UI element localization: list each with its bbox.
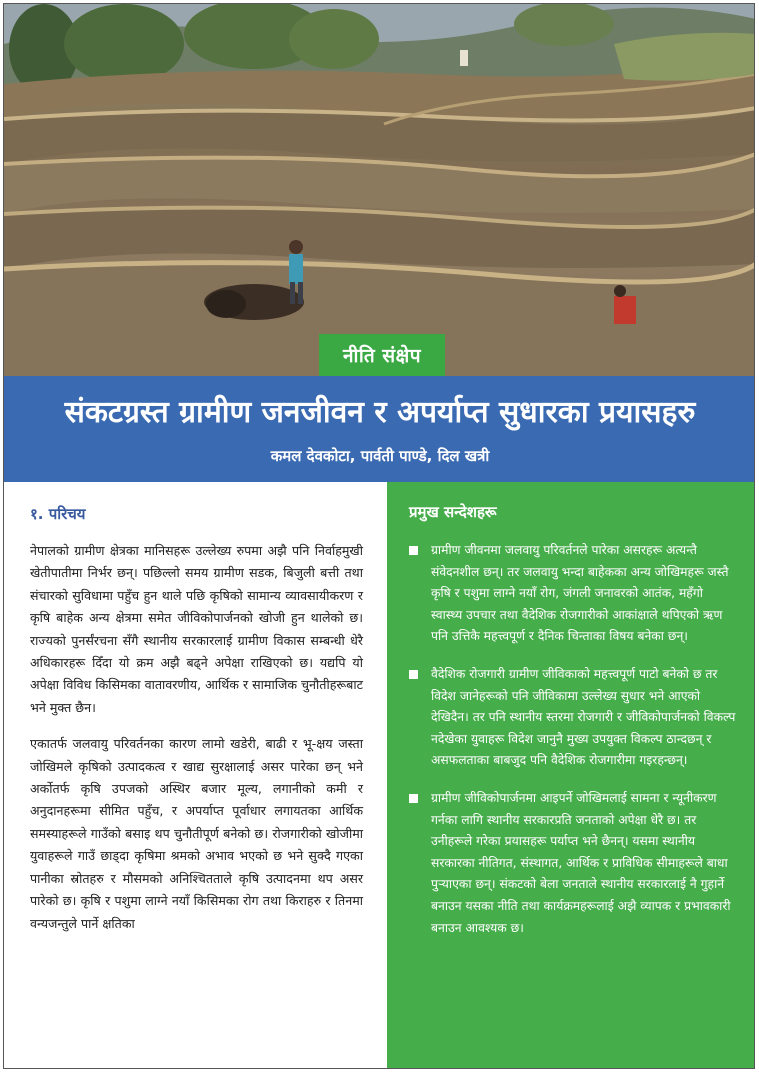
introduction-heading: १. परिचय [30, 505, 86, 523]
policy-brief-tag: नीति संक्षेप [319, 334, 445, 376]
key-message-text: ग्रामीण जीवनमा जलवायु परिवर्तनले पारेका असरहरू अत्यन्तै संवेदनशील छन्। तर जलवायु भन्दा बाहेकका अन्य जोखिमहरू जस्तै कृषि र पशुमा लाग्ने नयाँ रोग, जंगली जनावरको आतंक, महँगो स्वास्थ्य उपचार तथा वैदेशिक रोजगारीको आकांक्षाले थपिएको ऋण पनि उत्तिकै महत्त्वपूर्ण र दैनिक चिन्ताका विषय बनेका छन्। [431, 543, 729, 644]
key-message-item [409, 664, 736, 772]
intro-paragraph: एकातर्फ जलवायु परिवर्तनका कारण लामो खडेरी, बाढी र भू-क्षय जस्ता जोखिमले कृषिको उत्पादकत्व र खाद्य सुरक्षालाई असर पारेका छन् भने अर्कोतर्फ कृषि उपजको अस्थिर बजार मूल्य, लगानीको कमी र अनुदानहरूमा सीमित पहुँच, र अपर्याप्त पूर्वाधार लगायतका आर्थिक समस्याहरूले गाउँको बसाइ थप चुनौतीपूर्ण बनेको छ। रोजगारीको खोजीमा युवाहरूले गाउँ छाड्दा कृषिमा श्रमको अभाव भएको छ भने सुक्दै गएका पानीका स्रोतहरु र मौसमको अनिश्चितताले कृषि उत्पादनमा थप असर पारेको छ। कृषि र पशुमा लाग्ने नयाँ किसिमका रोग तथा किराहरु र तिनमा वन्यजन्तुले पार्ने क्षतिका [30, 736, 363, 931]
title-band [4, 376, 755, 482]
square-bullet-icon [409, 546, 418, 555]
document-title: संकटग्रस्त ग्रामीण जनजीवन र अपर्याप्त सुधारका प्रयासहरु [64, 395, 696, 430]
cover-photo-terraced-fields [4, 4, 755, 376]
square-bullet-icon [409, 794, 418, 803]
key-message-text: ग्रामीण जीविकोपार्जनमा आइपर्ने जोखिमलाई सामना र न्यूनीकरण गर्नका लागि स्थानीय सरकारप्रति जनताको अपेक्षा धेरै छ। तर उनीहरूले गरेका प्रयासहरू पर्याप्त भने छैनन्। यसमा स्थानीय सरकारका नीतिगत, संस्थागत, आर्थिक र प्राविधिक सीमाहरूले बाधा पुऱ्याएका छन्। संकटको बेला जनताले स्थानीय सरकारलाई नै गुहार्ने बनाउन यसका नीति तथा कार्यक्रमहरूलाई अझै व्यापक र प्रभावकारी बनाउन आवश्यक छ। [431, 790, 731, 935]
key-messages-box [387, 482, 755, 1069]
policy-brief-page [3, 3, 755, 1069]
introduction-column [4, 482, 387, 1069]
key-message-item [409, 540, 736, 648]
key-message-item [409, 788, 736, 939]
square-bullet-icon [409, 670, 418, 679]
authors-line: कमल देवकोटा, पार्वती पाण्डे, दिल खत्री [270, 447, 490, 465]
key-messages-heading: प्रमुख सन्देशहरू [409, 503, 497, 521]
intro-paragraph: नेपालको ग्रामीण क्षेत्रका मानिसहरू उल्लेख्य रुपमा अझै पनि निर्वाहमुखी खेतीपातीमा निर्भर छन्। पछिल्लो समय ग्रामीण सडक, बिजुली बत्ती तथा संचारको सुविधामा पहुँच हुन थाले पछि कृषिको सामान्य व्यावसायीकरण र कृषि बाहेक अन्य क्षेत्रमा समेत जीविकोपार्जनको खोजी हुन थालेको छ। राज्यको पुनर्संरचना सँगै स्थानीय सरकारलाई ग्रामीण विकास सम्बन्धी धेरै अधिकारहरू दिँदा यो क्रम अझै बढ्ने अपेक्षा राखिएको छ। यद्यपि यो अपेक्षा विविध किसिमका वातावरणीय, आर्थिक र सामाजिक चुनौतीहरूबाट भने मुक्त छैन। [30, 543, 363, 715]
key-message-text: वैदेशिक रोजगारी ग्रामीण जीविकाको महत्त्वपूर्ण पाटो बनेको छ तर विदेश जानेहरूको पनि जीविकामा उल्लेख्य सुधार भने आएको देखिदैन। तर पनि स्थानीय स्तरमा रोजगारी र जीविकोपार्जनको विकल्प नदेखेका युवाहरू विदेश जानुनै मुख्य उपयुक्त विकल्प ठान्दछन् र असफलताका बाबजुद पनि वैदेशिक रोजगारीमा गइरहन्छन्। [431, 666, 736, 768]
key-messages-list [409, 540, 736, 939]
